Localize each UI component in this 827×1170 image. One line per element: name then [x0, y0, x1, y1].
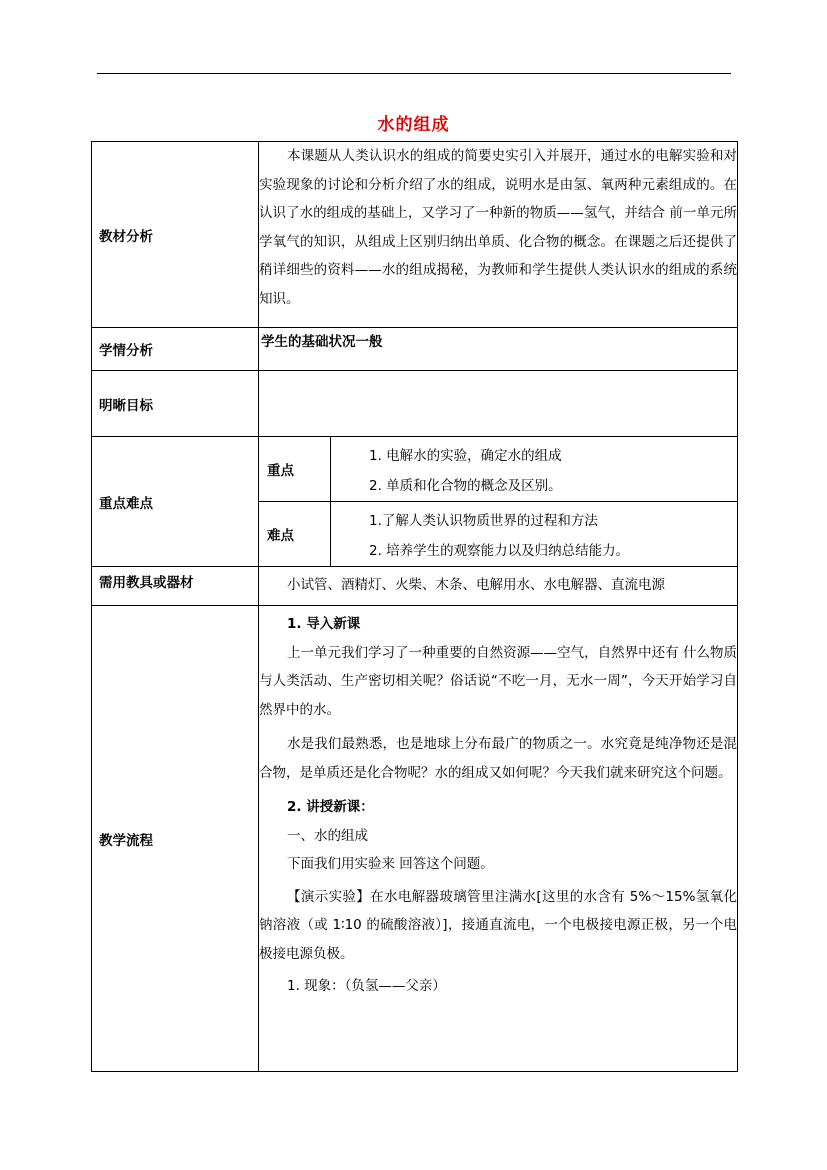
process-heading-intro: 1. 导入新课 — [287, 616, 361, 632]
process-heading-lecture: 2. 讲授新课： — [287, 799, 374, 815]
row-label: 需用教具或器材 — [92, 567, 259, 606]
row-content — [259, 328, 738, 371]
row-student-analysis — [92, 328, 738, 371]
difficulty-item: 2. 培养学生的观察能力以及归纳总结能力。 — [369, 543, 630, 559]
focus-items — [331, 437, 738, 502]
row-goals — [92, 371, 738, 437]
equipment-text: 小试管、酒精灯、火柴、木条、电解用水、水电解器、直流电源 — [259, 567, 738, 606]
row-label: 明晰目标 — [92, 371, 259, 437]
lesson-plan-table — [91, 141, 738, 1072]
process-paragraph: 上一单元我们学习了一种重要的自然资源——空气，自然界中还有 什么物质与人类活动、生产密切相关呢？俗话说“不吃一月，无水一周”，今天开始学习自然界中的水。 — [259, 644, 738, 718]
page-title: 水的组成 — [377, 115, 450, 135]
process-paragraph: 水是我们最熟悉，也是地球上分布最广的物质之一。水究竟是纯净物还是混合物，是单质还是化合物呢？水的组成又如何呢？今天我们就来研究这个问题。 — [259, 736, 738, 781]
goals-content — [259, 371, 738, 437]
row-teaching-process — [92, 606, 738, 1072]
difficulty-item: 1.了解人类认识物质世界的过程和方法 — [369, 513, 598, 529]
row-label: 教材分析 — [92, 142, 259, 328]
difficulty-label: 难点 — [259, 502, 331, 567]
focus-item: 1. 电解水的实验，确定水的组成 — [369, 448, 562, 464]
process-paragraph: 【演示实验】在水电解器玻璃管里注满水[这里的水含有 5%～15%氢氧化钠溶液（或 1∶10 的硫酸溶液）]，接通直流电，一个电极接电源正极，另一个电极接电源负极。 — [259, 888, 738, 962]
row-content — [259, 142, 738, 328]
process-paragraph: 下面我们用实验来 回答这个问题。 — [287, 856, 494, 872]
focus-label: 重点 — [259, 437, 331, 502]
process-section-title: 一、水的组成 — [287, 827, 368, 844]
row-label: 重点难点 — [92, 437, 259, 567]
row-equipment — [92, 567, 738, 606]
focus-item: 2. 单质和化合物的概念及区别。 — [369, 478, 562, 494]
row-textbook-analysis — [92, 142, 738, 328]
process-content — [259, 606, 738, 1072]
row-label: 教学流程 — [92, 606, 259, 1072]
difficulty-items — [331, 502, 738, 567]
row-label: 学情分析 — [92, 328, 259, 371]
textbook-analysis-text: 本课题从人类认识水的组成的简要史实引入并展开，通过水的电解实验和对实验现象的讨论和分析介绍了水的组成，说明水是由氢、氧两种元素组成的。在认识了水的组成的基础上，又学习了一种新的物质——氢气，并结合 前一单元所学氧气的知识，从组成上区别归纳出单质、化合物的概念。在课题之后还提供了稍详细些的资料——水的组成揭秘，为教师和学生提供人类认识水的组成的系统知识。 — [259, 148, 738, 307]
header-rule — [97, 73, 731, 74]
row-focus — [92, 437, 738, 502]
process-paragraph: 1. 现象：（负氢——父亲） — [287, 978, 446, 994]
student-analysis-text: 学生的基础状况一般 — [261, 334, 383, 350]
